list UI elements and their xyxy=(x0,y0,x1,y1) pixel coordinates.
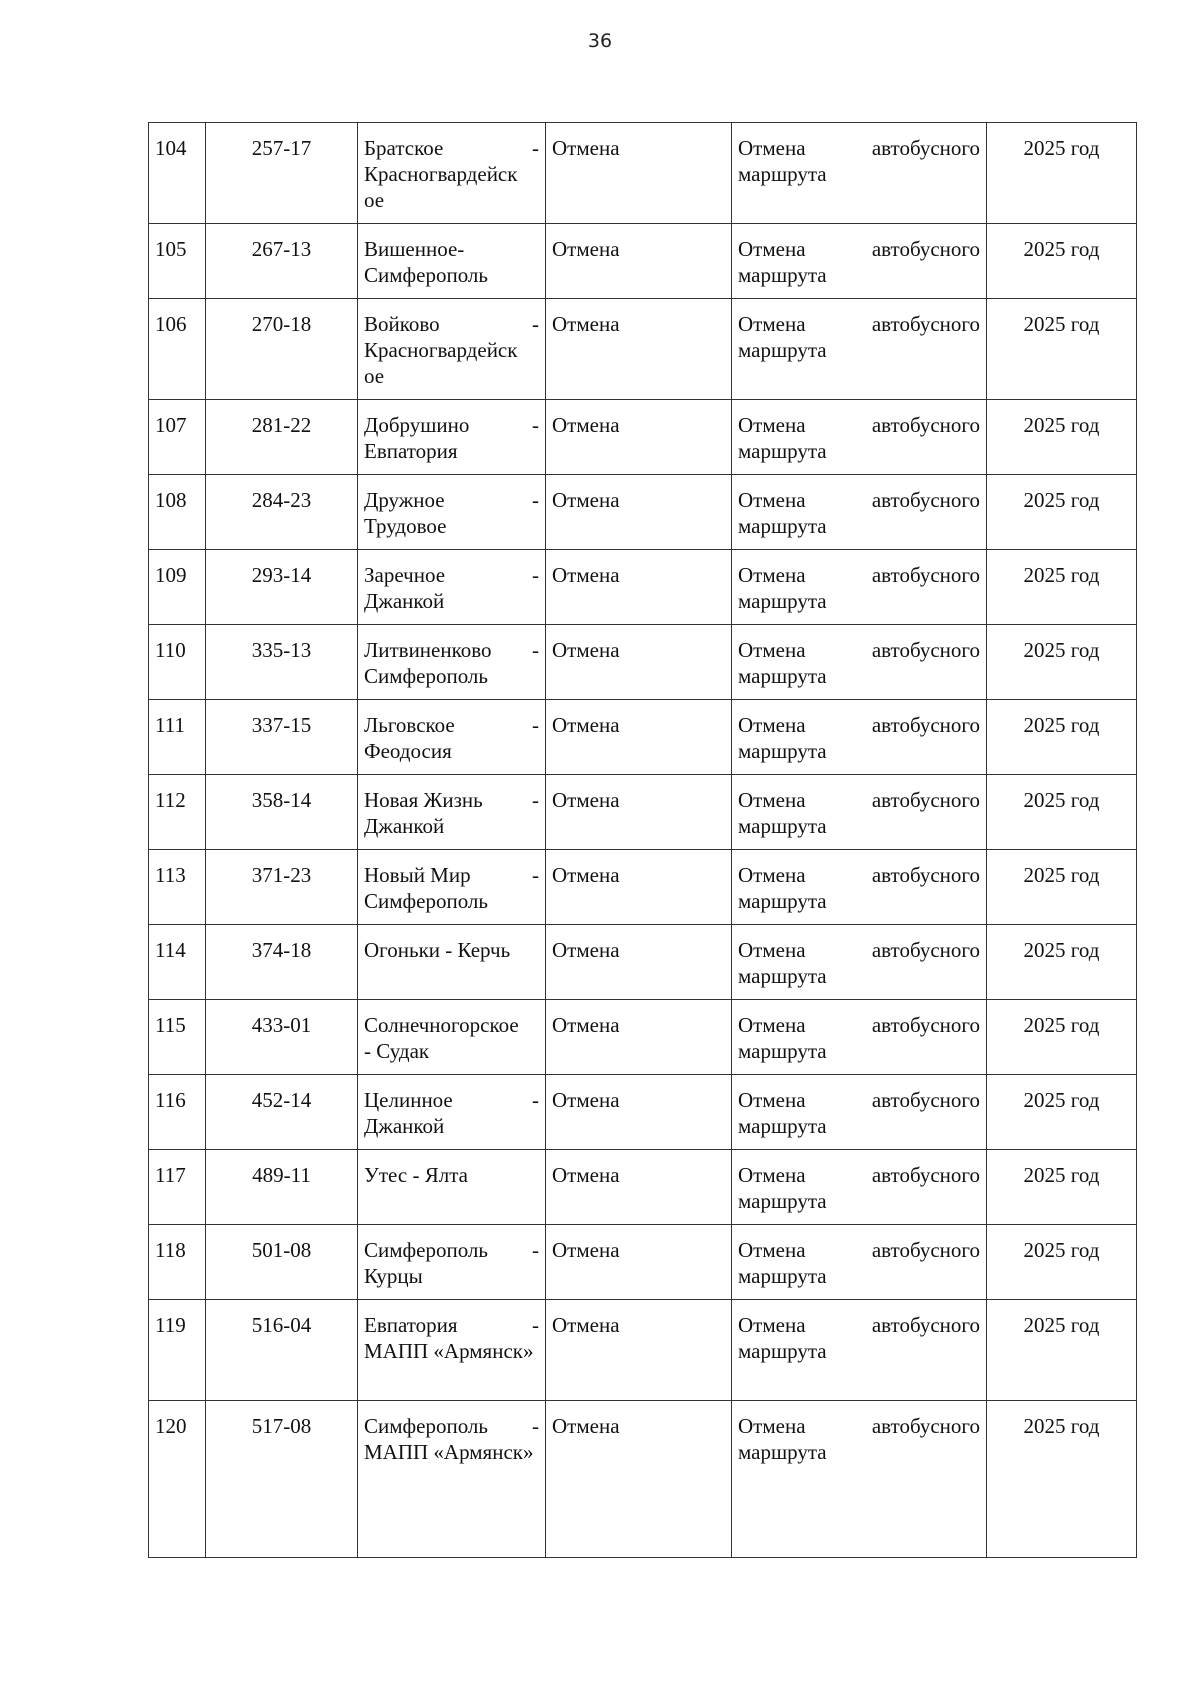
row-number: 108 xyxy=(149,475,206,550)
effective-year: 2025 год xyxy=(987,925,1137,1000)
row-number: 116 xyxy=(149,1075,206,1150)
route-name xyxy=(358,1225,546,1300)
description-line xyxy=(738,1312,980,1338)
route-end: Джанкой xyxy=(364,814,445,838)
description-word-1: Отмена xyxy=(738,563,806,587)
row-number: 105 xyxy=(149,224,206,299)
table-row xyxy=(149,224,1137,299)
row-number: 115 xyxy=(149,1000,206,1075)
description-word-1: Отмена xyxy=(738,1163,806,1187)
description-word-1: Отмена xyxy=(738,237,806,261)
route-name xyxy=(358,1000,546,1075)
row-number: 117 xyxy=(149,1150,206,1225)
route-name xyxy=(358,224,546,299)
effective-year: 2025 год xyxy=(987,550,1137,625)
description-rest: маршрута xyxy=(738,889,827,913)
route-name xyxy=(358,850,546,925)
route-name xyxy=(358,550,546,625)
description-rest: маршрута xyxy=(738,1264,827,1288)
effective-year: 2025 год xyxy=(987,1075,1137,1150)
description-word-2: автобусного xyxy=(871,413,980,437)
route-start: Новая Жизнь xyxy=(364,788,483,812)
route-end: Джанкой xyxy=(364,1114,445,1138)
effective-year: 2025 год xyxy=(987,123,1137,224)
description-line xyxy=(738,1012,980,1038)
description-rest: маршрута xyxy=(738,589,827,613)
route-start: Солнечногорское xyxy=(364,1013,519,1037)
route-code: 335-13 xyxy=(206,625,358,700)
row-number: 110 xyxy=(149,625,206,700)
description-word-2: автобусного xyxy=(871,638,980,662)
routes-table xyxy=(148,122,1137,1558)
route-name xyxy=(358,1401,546,1558)
action-description xyxy=(732,625,987,700)
route-end: Курцы xyxy=(364,1264,423,1288)
route-name-line xyxy=(364,1162,539,1188)
route-end: Евпатория xyxy=(364,439,458,463)
route-code: 374-18 xyxy=(206,925,358,1000)
route-name-line xyxy=(364,1312,539,1338)
route-start: Симферополь xyxy=(364,1414,488,1438)
route-action: Отмена xyxy=(546,850,732,925)
row-number: 112 xyxy=(149,775,206,850)
route-code: 501-08 xyxy=(206,1225,358,1300)
route-start: Дружное xyxy=(364,488,445,512)
route-name xyxy=(358,475,546,550)
action-description xyxy=(732,1225,987,1300)
row-number: 109 xyxy=(149,550,206,625)
description-word-2: автобусного xyxy=(871,237,980,261)
route-action: Отмена xyxy=(546,1000,732,1075)
table-row xyxy=(149,775,1137,850)
route-end: Симферополь xyxy=(364,664,488,688)
route-end: Симферополь xyxy=(364,263,488,287)
route-dash: - xyxy=(532,1414,539,1438)
description-word-2: автобусного xyxy=(871,1013,980,1037)
route-code: 371-23 xyxy=(206,850,358,925)
description-line xyxy=(738,787,980,813)
description-word-2: автобусного xyxy=(871,1238,980,1262)
effective-year: 2025 год xyxy=(987,475,1137,550)
description-rest: маршрута xyxy=(738,1339,827,1363)
action-description xyxy=(732,1075,987,1150)
description-line xyxy=(738,135,980,161)
description-word-2: автобусного xyxy=(871,136,980,160)
route-action: Отмена xyxy=(546,925,732,1000)
route-action: Отмена xyxy=(546,400,732,475)
description-rest: маршрута xyxy=(738,1189,827,1213)
route-code: 267-13 xyxy=(206,224,358,299)
description-word-1: Отмена xyxy=(738,1414,806,1438)
route-end: МАПП «Армянск» xyxy=(364,1440,534,1464)
description-rest: маршрута xyxy=(738,338,827,362)
description-rest: маршрута xyxy=(738,514,827,538)
action-description xyxy=(732,850,987,925)
table-row xyxy=(149,925,1137,1000)
route-start: Братское xyxy=(364,136,444,160)
route-action: Отмена xyxy=(546,1150,732,1225)
description-rest: маршрута xyxy=(738,162,827,186)
description-line xyxy=(738,412,980,438)
page-number: 36 xyxy=(587,30,613,52)
action-description xyxy=(732,224,987,299)
description-word-2: автобусного xyxy=(871,1088,980,1112)
effective-year: 2025 год xyxy=(987,700,1137,775)
effective-year: 2025 год xyxy=(987,224,1137,299)
table-row xyxy=(149,123,1137,224)
route-start: Целинное xyxy=(364,1088,453,1112)
row-number: 113 xyxy=(149,850,206,925)
table-row xyxy=(149,1150,1137,1225)
route-start: Утес - Ялта xyxy=(364,1163,468,1187)
row-number: 119 xyxy=(149,1300,206,1401)
route-name-line xyxy=(364,937,539,963)
effective-year: 2025 год xyxy=(987,850,1137,925)
route-start: Евпатория xyxy=(364,1313,458,1337)
description-rest: маршрута xyxy=(738,1114,827,1138)
route-name xyxy=(358,299,546,400)
route-action: Отмена xyxy=(546,475,732,550)
route-end: - Судак xyxy=(364,1039,430,1063)
description-word-2: автобусного xyxy=(871,938,980,962)
route-name xyxy=(358,400,546,475)
table-body xyxy=(149,123,1137,1558)
action-description xyxy=(732,475,987,550)
route-dash: - xyxy=(532,638,539,662)
route-name-line xyxy=(364,862,539,888)
description-line xyxy=(738,712,980,738)
table-row xyxy=(149,850,1137,925)
effective-year: 2025 год xyxy=(987,400,1137,475)
table-row xyxy=(149,475,1137,550)
route-code: 452-14 xyxy=(206,1075,358,1150)
route-end: Джанкой xyxy=(364,589,445,613)
route-action: Отмена xyxy=(546,1225,732,1300)
description-line xyxy=(738,1237,980,1263)
description-word-1: Отмена xyxy=(738,1013,806,1037)
route-name-line xyxy=(364,562,539,588)
route-code: 433-01 xyxy=(206,1000,358,1075)
description-rest: маршрута xyxy=(738,664,827,688)
description-rest: маршрута xyxy=(738,1440,827,1464)
description-rest: маршрута xyxy=(738,439,827,463)
route-action: Отмена xyxy=(546,1401,732,1558)
route-name-line xyxy=(364,236,539,262)
route-action: Отмена xyxy=(546,775,732,850)
route-dash: - xyxy=(532,713,539,737)
description-word-1: Отмена xyxy=(738,312,806,336)
route-dash: - xyxy=(532,136,539,160)
route-action: Отмена xyxy=(546,625,732,700)
route-name xyxy=(358,925,546,1000)
route-code: 270-18 xyxy=(206,299,358,400)
description-word-1: Отмена xyxy=(738,1313,806,1337)
route-action: Отмена xyxy=(546,123,732,224)
description-line xyxy=(738,487,980,513)
description-word-1: Отмена xyxy=(738,788,806,812)
description-word-2: автобусного xyxy=(871,788,980,812)
table-row xyxy=(149,700,1137,775)
table-row xyxy=(149,625,1137,700)
row-number: 106 xyxy=(149,299,206,400)
route-action: Отмена xyxy=(546,224,732,299)
route-dash: - xyxy=(532,1238,539,1262)
route-name xyxy=(358,625,546,700)
action-description xyxy=(732,1000,987,1075)
route-dash: - xyxy=(532,488,539,512)
description-word-2: автобусного xyxy=(871,1163,980,1187)
description-rest: маршрута xyxy=(738,814,827,838)
table-row xyxy=(149,400,1137,475)
route-name xyxy=(358,1075,546,1150)
action-description xyxy=(732,925,987,1000)
route-dash: - xyxy=(532,413,539,437)
description-word-1: Отмена xyxy=(738,638,806,662)
action-description xyxy=(732,299,987,400)
route-end: Красногвардейск ое xyxy=(364,338,518,388)
route-code: 517-08 xyxy=(206,1401,358,1558)
route-name-line xyxy=(364,1413,539,1439)
route-start: Добрушино xyxy=(364,413,470,437)
description-line xyxy=(738,862,980,888)
route-action: Отмена xyxy=(546,1075,732,1150)
route-action: Отмена xyxy=(546,299,732,400)
description-word-1: Отмена xyxy=(738,1088,806,1112)
description-line xyxy=(738,236,980,262)
description-word-2: автобусного xyxy=(871,488,980,512)
route-code: 293-14 xyxy=(206,550,358,625)
effective-year: 2025 год xyxy=(987,1150,1137,1225)
route-name-line xyxy=(364,787,539,813)
description-word-2: автобусного xyxy=(871,713,980,737)
action-description xyxy=(732,775,987,850)
action-description xyxy=(732,1300,987,1401)
route-name-line xyxy=(364,637,539,663)
route-start: Литвиненково xyxy=(364,638,492,662)
route-name-line xyxy=(364,1237,539,1263)
route-start: Льговское xyxy=(364,713,455,737)
route-code: 257-17 xyxy=(206,123,358,224)
description-word-2: автобусного xyxy=(871,312,980,336)
route-end: Красногвардейск ое xyxy=(364,162,518,212)
action-description xyxy=(732,1150,987,1225)
route-action: Отмена xyxy=(546,550,732,625)
action-description xyxy=(732,400,987,475)
row-number: 107 xyxy=(149,400,206,475)
description-word-1: Отмена xyxy=(738,713,806,737)
effective-year: 2025 год xyxy=(987,1225,1137,1300)
description-word-2: автобусного xyxy=(871,863,980,887)
description-rest: маршрута xyxy=(738,1039,827,1063)
description-line xyxy=(738,1413,980,1439)
route-name-line xyxy=(364,311,539,337)
table-row xyxy=(149,1401,1137,1558)
description-line xyxy=(738,311,980,337)
description-word-1: Отмена xyxy=(738,1238,806,1262)
description-line xyxy=(738,1087,980,1113)
description-word-1: Отмена xyxy=(738,863,806,887)
table-row xyxy=(149,550,1137,625)
route-name xyxy=(358,1300,546,1401)
action-description xyxy=(732,123,987,224)
route-start: Заречное xyxy=(364,563,446,587)
route-end: Симферополь xyxy=(364,889,488,913)
route-name xyxy=(358,775,546,850)
description-line xyxy=(738,637,980,663)
route-action: Отмена xyxy=(546,700,732,775)
description-word-2: автобусного xyxy=(871,563,980,587)
row-number: 118 xyxy=(149,1225,206,1300)
route-name xyxy=(358,700,546,775)
effective-year: 2025 год xyxy=(987,1401,1137,1558)
description-word-1: Отмена xyxy=(738,938,806,962)
route-name xyxy=(358,123,546,224)
route-dash: - xyxy=(532,1088,539,1112)
route-code: 358-14 xyxy=(206,775,358,850)
route-dash: - xyxy=(532,863,539,887)
route-name xyxy=(358,1150,546,1225)
action-description xyxy=(732,1401,987,1558)
description-word-1: Отмена xyxy=(738,413,806,437)
route-dash: - xyxy=(532,563,539,587)
table-row xyxy=(149,1075,1137,1150)
route-name-line xyxy=(364,1012,539,1038)
route-code: 281-22 xyxy=(206,400,358,475)
route-start: Вишенное- xyxy=(364,237,465,261)
route-start: Войково xyxy=(364,312,440,336)
effective-year: 2025 год xyxy=(987,625,1137,700)
effective-year: 2025 год xyxy=(987,1000,1137,1075)
route-name-line xyxy=(364,412,539,438)
route-name-line xyxy=(364,1087,539,1113)
row-number: 111 xyxy=(149,700,206,775)
row-number: 104 xyxy=(149,123,206,224)
route-action: Отмена xyxy=(546,1300,732,1401)
route-end: МАПП «Армянск» xyxy=(364,1339,534,1363)
route-code: 489-11 xyxy=(206,1150,358,1225)
description-word-2: автобусного xyxy=(871,1414,980,1438)
description-rest: маршрута xyxy=(738,964,827,988)
route-dash: - xyxy=(532,312,539,336)
action-description xyxy=(732,550,987,625)
description-word-1: Отмена xyxy=(738,488,806,512)
route-dash: - xyxy=(532,788,539,812)
route-start: Огоньки - Керчь xyxy=(364,938,511,962)
table-row xyxy=(149,1300,1137,1401)
route-name-line xyxy=(364,712,539,738)
route-name-line xyxy=(364,487,539,513)
route-code: 284-23 xyxy=(206,475,358,550)
description-word-1: Отмена xyxy=(738,136,806,160)
effective-year: 2025 год xyxy=(987,299,1137,400)
table-row xyxy=(149,1225,1137,1300)
route-code: 516-04 xyxy=(206,1300,358,1401)
route-start: Новый Мир xyxy=(364,863,471,887)
description-rest: маршрута xyxy=(738,739,827,763)
description-line xyxy=(738,562,980,588)
action-description xyxy=(732,700,987,775)
route-dash: - xyxy=(532,1313,539,1337)
description-word-2: автобусного xyxy=(871,1313,980,1337)
table-row xyxy=(149,1000,1137,1075)
row-number: 114 xyxy=(149,925,206,1000)
effective-year: 2025 год xyxy=(987,1300,1137,1401)
description-line xyxy=(738,1162,980,1188)
route-end: Трудовое xyxy=(364,514,447,538)
effective-year: 2025 год xyxy=(987,775,1137,850)
row-number: 120 xyxy=(149,1401,206,1558)
description-rest: маршрута xyxy=(738,263,827,287)
route-name-line xyxy=(364,135,539,161)
route-start: Симферополь xyxy=(364,1238,488,1262)
table-row xyxy=(149,299,1137,400)
route-end: Феодосия xyxy=(364,739,452,763)
description-line xyxy=(738,937,980,963)
route-code: 337-15 xyxy=(206,700,358,775)
